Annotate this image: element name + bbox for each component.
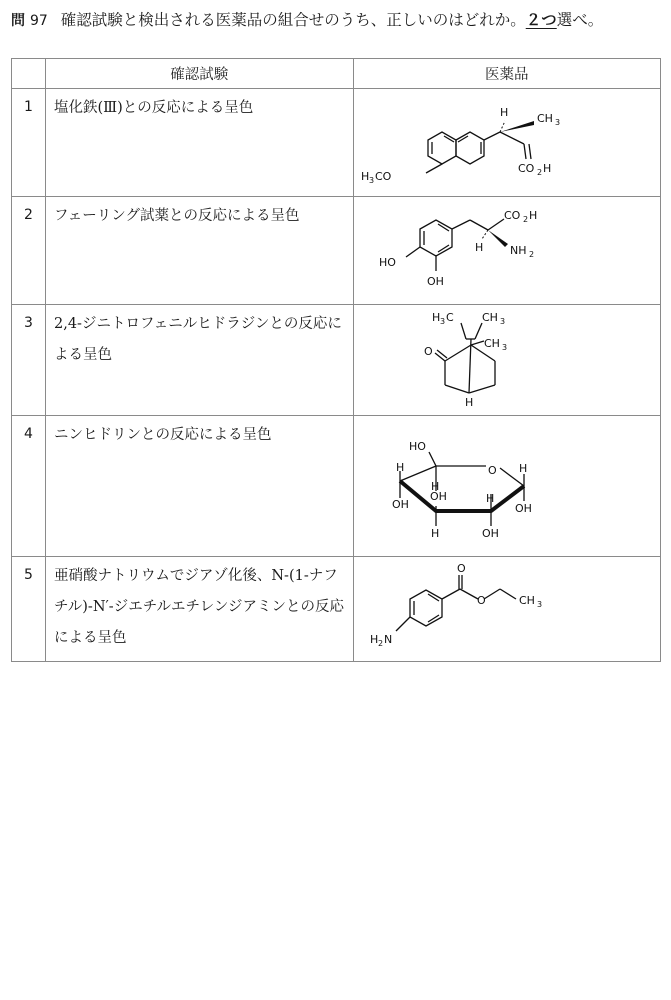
row-drug: [353, 89, 661, 197]
structure-atom-label: H: [474, 241, 483, 254]
row-number: 5: [12, 557, 46, 662]
structure-atom-label: H: [430, 527, 439, 540]
table-row: [12, 557, 661, 662]
structure-atom-label: HO: [408, 440, 426, 453]
question-stem: [11, 9, 661, 32]
structure-atom-label: 2: [377, 639, 383, 648]
structure-atom-label: 3: [536, 600, 542, 609]
structure-atom-label: O: [487, 464, 497, 477]
structure-atom-label: O: [456, 562, 466, 575]
table-row: [12, 305, 661, 416]
structure-atom-label: CO: [503, 209, 520, 222]
structure-atom-label: 3: [368, 176, 374, 185]
header-test: 確認試験: [46, 59, 354, 89]
row-number: 3: [12, 305, 46, 416]
structure-atom-label: O: [423, 345, 433, 358]
structure-atom-label: OH: [429, 490, 447, 503]
row-test: フェーリング試薬との反応による呈色: [46, 197, 354, 305]
structure-atom-label: OH: [426, 275, 444, 288]
structure-atom-label: HO: [378, 256, 396, 269]
glucose-structure-icon: [354, 416, 588, 556]
question-text: 確認試験と検出される医薬品の組合せのうち、正しいのはどれか。: [60, 11, 526, 29]
structure-atom-label: 3: [501, 343, 507, 352]
row-number: 1: [12, 89, 46, 197]
row-drug: [353, 557, 661, 662]
structure-atom-label: H: [518, 462, 527, 475]
header-number: [12, 59, 46, 89]
row-number: 2: [12, 197, 46, 305]
table-header-row: [12, 59, 661, 89]
structure-atom-label: H: [431, 311, 440, 324]
header-drug: 医薬品: [353, 59, 661, 89]
question-text-end: 選べ。: [556, 11, 604, 29]
levodopa-structure-icon: [354, 197, 588, 304]
table-row: [12, 197, 661, 305]
structure-atom-label: 2: [536, 168, 542, 177]
structure-atom-label: C: [445, 311, 454, 324]
row-test: 亜硝酸ナトリウムでジアゾ化後、N-(1-ナフチル)-N′-ジエチルエチレンジアミンとの反応による呈色: [46, 557, 354, 662]
question-emphasis: ２つ: [525, 11, 557, 29]
row-test: 塩化鉄(Ⅲ)との反応による呈色: [46, 89, 354, 197]
row-drug: [353, 305, 661, 416]
structure-atom-label: H: [542, 162, 551, 175]
structure-atom-label: 3: [554, 118, 560, 127]
row-drug: [353, 416, 661, 557]
naproxen-structure-icon: [354, 89, 588, 196]
row-drug: [353, 197, 661, 305]
structure-atom-label: H: [528, 209, 537, 222]
structure-atom-label: CH: [536, 112, 553, 125]
structure-atom-label: NH: [509, 244, 526, 257]
structure-atom-label: 3: [439, 317, 445, 326]
structure-atom-label: H: [485, 492, 494, 505]
structure-atom-label: CH: [518, 594, 535, 607]
structure-atom-label: H: [360, 170, 369, 183]
row-test: 2,4-ジニトロフェニルヒドラジンとの反応による呈色: [46, 305, 354, 416]
structure-atom-label: CO: [517, 162, 534, 175]
row-test: ニンヒドリンとの反応による呈色: [46, 416, 354, 557]
benzocaine-structure-icon: [354, 557, 588, 661]
structure-atom-label: H: [430, 480, 439, 493]
structure-atom-label: OH: [391, 498, 409, 511]
structure-atom-label: OH: [514, 502, 532, 515]
row-number: 4: [12, 416, 46, 557]
structure-atom-label: O: [476, 594, 486, 607]
structure-atom-label: OH: [481, 527, 499, 540]
structure-atom-label: H: [395, 461, 404, 474]
structure-atom-label: 2: [522, 215, 528, 224]
structure-atom-label: CH: [483, 337, 500, 350]
structure-atom-label: 2: [528, 250, 534, 259]
answer-table: [11, 58, 661, 662]
structure-atom-label: CO: [374, 170, 391, 183]
question-number: 97: [29, 13, 48, 29]
structure-atom-label: H: [369, 633, 378, 646]
table-row: [12, 416, 661, 557]
table-row: [12, 89, 661, 197]
structure-atom-label: 3: [499, 317, 505, 326]
camphor-structure-icon: [354, 305, 588, 415]
structure-atom-label: H: [464, 396, 473, 409]
structure-atom-label: CH: [481, 311, 498, 324]
structure-atom-label: N: [383, 633, 392, 646]
question-label: 問: [11, 13, 25, 29]
structure-atom-label: H: [499, 106, 508, 119]
